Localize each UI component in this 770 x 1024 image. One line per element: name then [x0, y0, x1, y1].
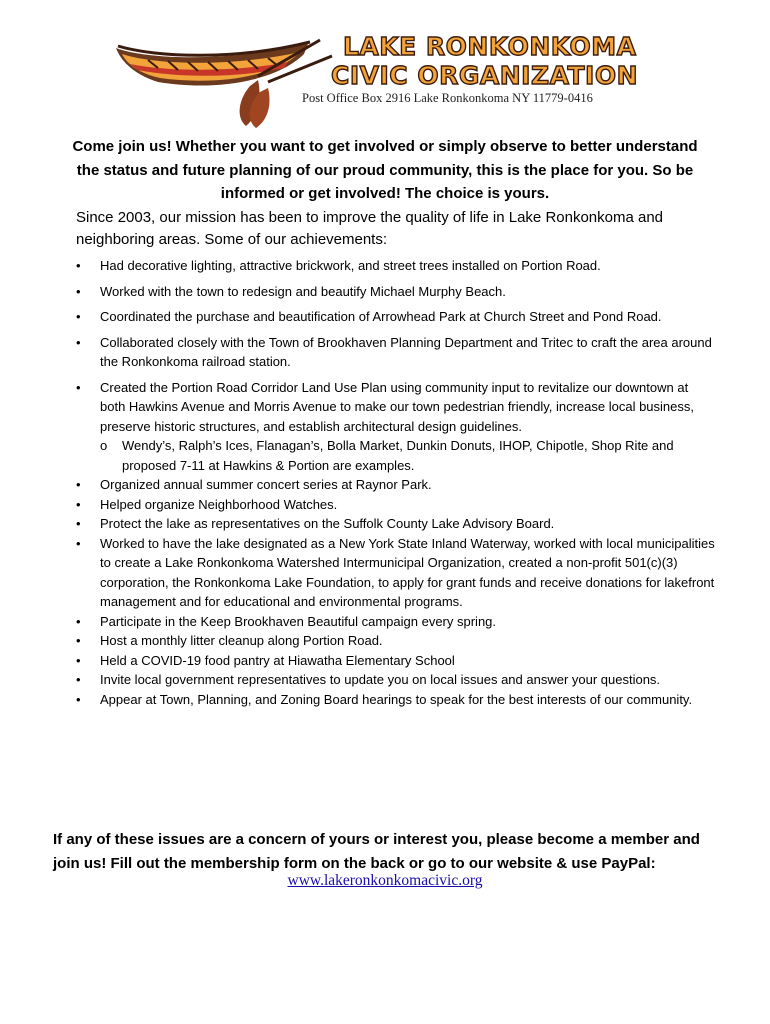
sub-list [100, 436, 716, 475]
list-item: • Helped organize Neighborhood Watches. [76, 496, 338, 512]
list-item: • Collaborated closely with the Town of Brookhaven Planning Department and Tritec to craft the area around the Ronkonkoma railroad station. [76, 334, 712, 369]
list-item: • Organized annual summer concert series at Raynor Park. [76, 477, 432, 492]
achievements-list [76, 256, 716, 709]
website-link-row [0, 872, 770, 890]
list-item: • Worked to have the lake designated as a New York State Inland Waterway, worked with local municipalities to create a Lake Ronkonkoma Watershed Intermunicipal Organization, created a non-profit 501(c)(3) corporation, the Ronkonkoma Lake Foundation, to apply for grant funds and receive donations for lakefront management and for educational and environmental programs. [76, 535, 715, 609]
list-item: • Participate in the Keep Brookhaven Beautiful campaign every spring. [76, 613, 497, 629]
sub-list-item: o Wendy’s, Ralph’s Ices, Flanagan’s, Bolla Market, Dunkin Donuts, IHOP, Chipotle, Shop Rite and proposed 7-11 at Hawkins & Portion are examples. [100, 438, 674, 473]
list-item: • Invite local government representatives to update you on local issues and answer your questions. [76, 672, 661, 687]
list-item: • Protect the lake as representatives on the Suffolk County Lake Advisory Board. [76, 516, 555, 531]
canoe-with-paddles-icon [108, 30, 338, 130]
list-item: • Appear at Town, Planning, and Zoning Board hearings to speak for the best interests of our community. [76, 691, 693, 707]
list-item: • Held a COVID-19 food pantry at Hiawatha Elementary School [76, 652, 455, 668]
list-item: • Host a monthly litter cleanup along Portion Road. [76, 633, 383, 648]
list-item: • Created the Portion Road Corridor Land Use Plan using community input to revitalize our downtown at both Hawkins Avenue and Morris Avenue to make our town pedestrian friendly, increase local business, preserve historic structures, and establish architectural design guidelines. o Wendy’s, Ralph’s Ices, Flanagan’s, Bolla Market, Dunkin Donuts, IHOP, Chipotle, Shop Rite and proposed 7-11 at Hawkins & Portion are examples. [76, 378, 716, 476]
mailing-address: Post Office Box 2916 Lake Ronkonkoma NY 11779-0416 [302, 91, 593, 105]
org-name-line2: CIVIC ORGANIZATION [331, 61, 639, 90]
letterhead [0, 0, 770, 120]
closing-call-to-action: If any of these issues are a concern of yours or interest you, please become a member and join us! Fill out the membership form on the back or go to our website & use PayPal: [53, 831, 700, 872]
list-item: • Had decorative lighting, attractive brickwork, and street trees installed on Portion Road. [76, 258, 601, 273]
org-name-line1: LAKE RONKONKOMA [343, 32, 637, 61]
list-item: • Worked with the town to redesign and beautify Michael Murphy Beach. [76, 283, 506, 299]
website-link[interactable]: www.lakeronkonkomacivic.org [287, 872, 483, 889]
list-item: • Coordinated the purchase and beautification of Arrowhead Park at Church Street and Pond Road. [76, 309, 662, 324]
mission-statement: Since 2003, our mission has been to improve the quality of life in Lake Ronkonkoma and neighboring areas. Some of our achievements: [76, 209, 664, 248]
intro-paragraph: Come join us! Whether you want to get involved or simply observe to better understand the status and future planning of our proud community, this is the place for you. So be informed or get involved! The choice is yours. [72, 138, 698, 202]
